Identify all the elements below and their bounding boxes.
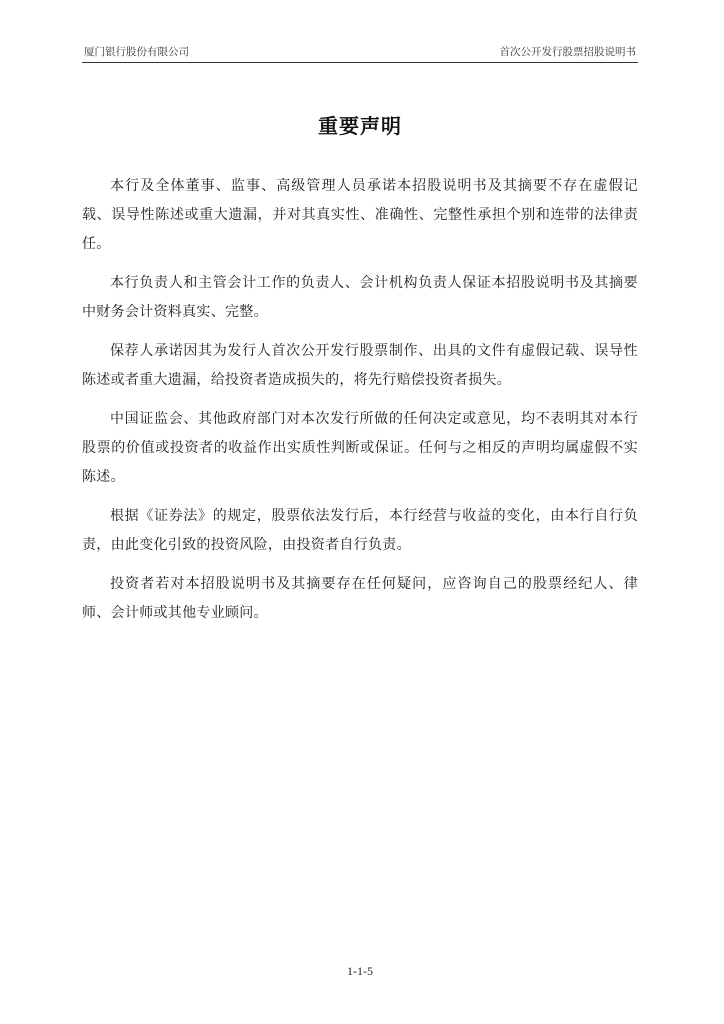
- statement-paragraph: 中国证监会、其他政府部门对本次发行所做的任何决定或意见，均不表明其对本行股票的价值或投资者的收益作出实质性判断或保证。任何与之相反的声明均属虚假不实陈述。: [82, 411, 638, 485]
- statement-paragraph: 本行及全体董事、监事、高级管理人员承诺本招股说明书及其摘要不存在虚假记载、误导性陈述或重大遗漏，并对其真实性、准确性、完整性承担个别和连带的法律责任。: [82, 178, 638, 252]
- page-number: 1-1-5: [347, 964, 373, 978]
- statement-paragraph: 投资者若对本招股说明书及其摘要存在任何疑问，应咨询自己的股票经纪人、律师、会计师或其他专业顾问。: [82, 576, 638, 621]
- header-company-name: 厦门银行股份有限公司: [84, 46, 189, 58]
- statement-paragraph: 根据《证券法》的规定，股票依法发行后，本行经营与收益的变化，由本行自行负责，由此变化引致的投资风险，由投资者自行负责。: [82, 508, 638, 553]
- statement-body: [82, 172, 638, 638]
- statement-paragraph: 保荐人承诺因其为发行人首次公开发行股票制作、出具的文件有虚假记载、误导性陈述或者重大遗漏，给投资者造成损失的，将先行赔偿投资者损失。: [82, 343, 638, 388]
- page-title: 重要声明: [318, 114, 402, 138]
- header-document-title: 首次公开发行股票招股说明书: [499, 46, 636, 58]
- page-header: [82, 42, 638, 63]
- statement-paragraph: 本行负责人和主管会计工作的负责人、会计机构负责人保证本招股说明书及其摘要中财务会计资料真实、完整。: [82, 275, 638, 320]
